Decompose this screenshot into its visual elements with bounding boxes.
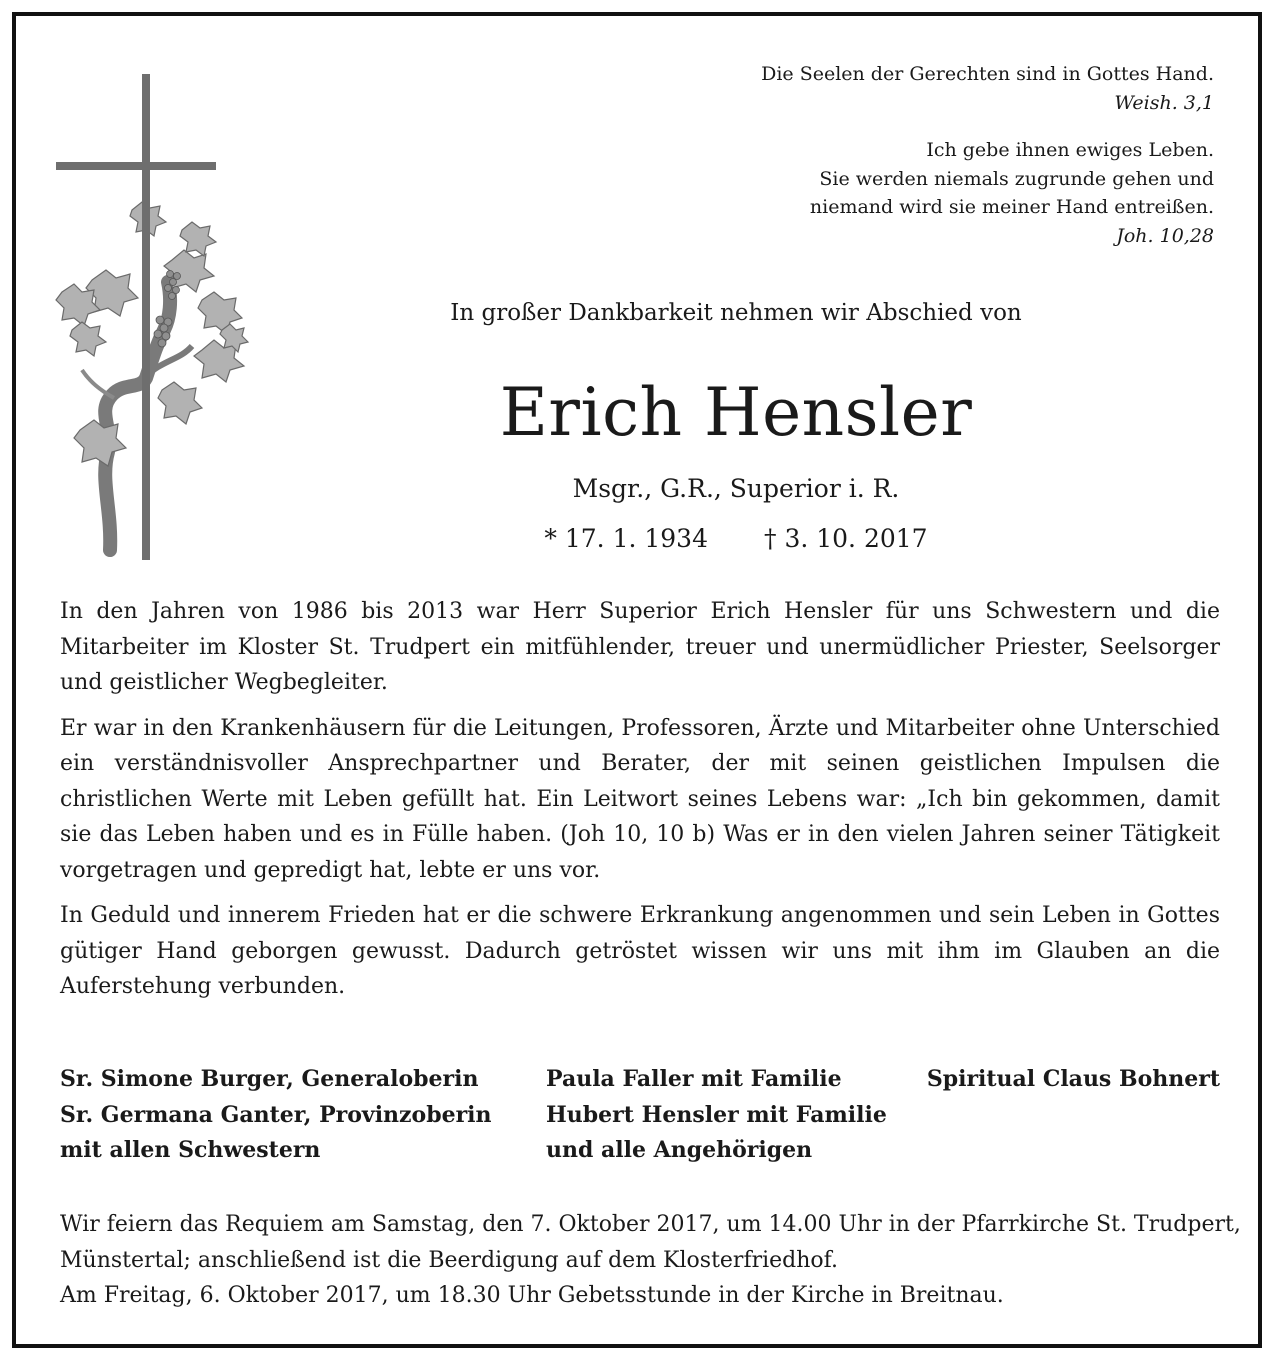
signature-column-order bbox=[60, 1062, 492, 1169]
quote-line: Sie werden niemals zugrunde gehen und bbox=[819, 167, 1214, 190]
deceased-titles: Msgr., G.R., Superior i. R. bbox=[572, 474, 900, 503]
quote-reference: Weish. 3,1 bbox=[1114, 91, 1214, 114]
obituary-notice bbox=[12, 12, 1262, 1348]
quote-1 bbox=[574, 60, 1214, 117]
signature-line: Sr. Germana Ganter, Provinzoberin bbox=[60, 1101, 492, 1128]
birth-date: * 17. 1. 1934 bbox=[544, 524, 708, 553]
signature-line: und alle Angehörigen bbox=[546, 1137, 813, 1163]
signature-column-spiritual bbox=[927, 1062, 1220, 1098]
death-date: † 3. 10. 2017 bbox=[764, 524, 928, 553]
service-details bbox=[60, 1207, 1241, 1314]
signature-line: Sr. Simone Burger, Generaloberin bbox=[60, 1066, 479, 1092]
quote-line: niemand wird sie meiner Hand entreißen. bbox=[809, 196, 1214, 218]
service-line: Am Freitag, 6. Oktober 2017, um 18.30 Uhr Gebetsstunde in der Kirche in Breitnau. bbox=[60, 1283, 1004, 1308]
cross-with-grapevine-icon bbox=[52, 60, 252, 560]
tribute-text bbox=[60, 594, 1220, 1015]
signature-line: Paula Faller mit Familie bbox=[546, 1066, 842, 1092]
cross-horizontal bbox=[56, 162, 216, 170]
tribute-paragraph: In Geduld und innerem Frieden hat er die schwere Erkrankung angenommen und sein Leben in Gottes gütiger Hand geborgen gewusst. Dadurch getröstet wissen wir uns mit ihm im Glauben an die Auferstehung verbunden. bbox=[60, 903, 1220, 999]
quote-reference: Joh. 10,28 bbox=[1116, 224, 1214, 247]
life-dates bbox=[376, 524, 1096, 553]
signature-line: mit allen Schwestern bbox=[60, 1137, 321, 1163]
signature-line: Spiritual Claus Bohnert bbox=[926, 1066, 1220, 1092]
service-line: Münstertal; anschließend ist die Beerdigung auf dem Klosterfriedhof. bbox=[60, 1247, 839, 1273]
quote-line: Die Seelen der Gerechten sind in Gottes Hand. bbox=[761, 63, 1214, 85]
deceased-name: Erich Hensler bbox=[499, 374, 973, 451]
tribute-paragraph: Er war in den Krankenhäusern für die Leitungen, Professoren, Ärzte und Mitarbeiter ohne Unterschied ein verständnisvoller Ansprechpartner und Berater, der mit seinen geistlichen Impulsen die christlichen Werte mit Leben gefüllt hat. Ein Leitwort seines Lebens war: „Ich bin gekommen, damit sie das Leben haben und es in Fülle haben. (Joh 10, 10 b) Was er in den vielen Jahren seiner Tätigkeit vorgetragen und gepredigt hat, lebte er uns vor. bbox=[60, 715, 1220, 883]
signature-column-family bbox=[546, 1062, 887, 1169]
tribute-paragraph: In den Jahren von 1986 bis 2013 war Herr Superior Erich Hensler für uns Schwestern und die Mitarbeiter im Kloster St. Trudpert ein mitfühlender, treuer und unermüdlicher Priester, Seelsorger und geistlicher Wegbegleiter. bbox=[60, 599, 1220, 695]
scripture-quotes bbox=[574, 60, 1214, 250]
quote-2 bbox=[574, 136, 1214, 250]
cross-vertical bbox=[142, 74, 150, 560]
service-line: Wir feiern das Requiem am Samstag, den 7. Oktober 2017, um 14.00 Uhr in der Pfarrkirche St. Trudpert, bbox=[60, 1212, 1241, 1237]
signature-line: Hubert Hensler mit Familie bbox=[546, 1101, 887, 1128]
intro-line: In großer Dankbarkeit nehmen wir Abschied von bbox=[450, 300, 1022, 326]
quote-line: Ich gebe ihnen ewiges Leben. bbox=[926, 139, 1214, 161]
